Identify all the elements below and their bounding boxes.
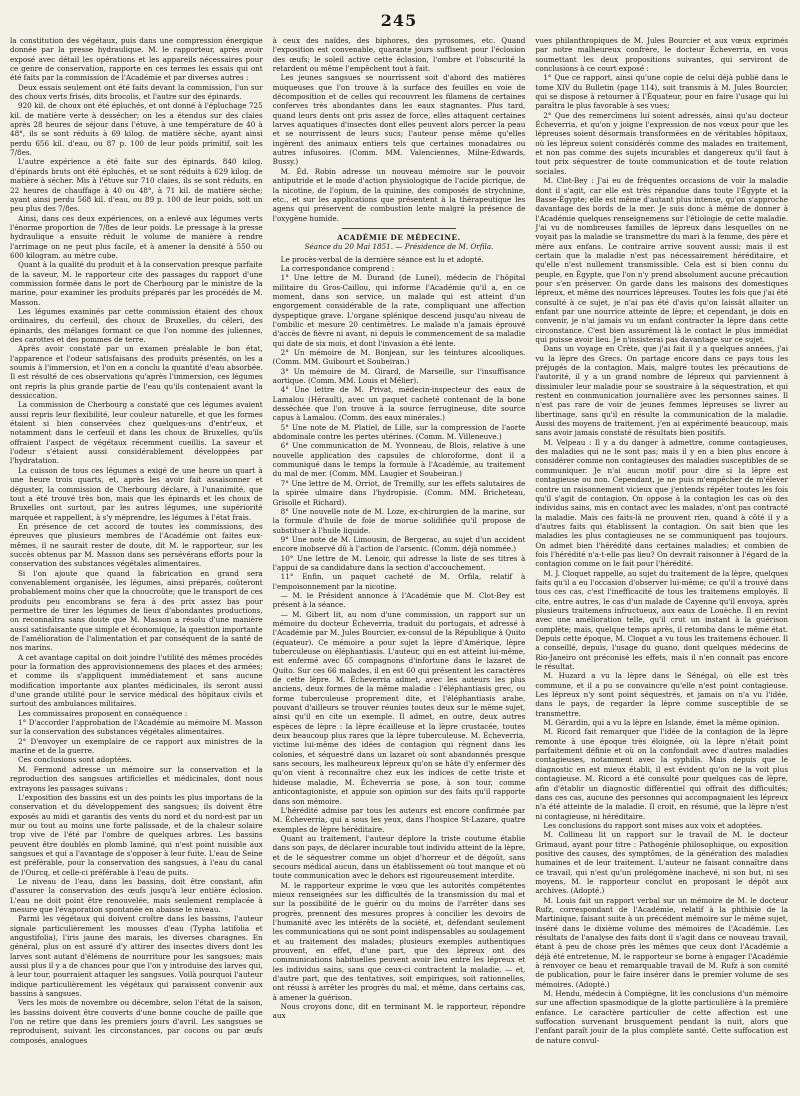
column-middle — [273, 36, 526, 1096]
paragraph: 2° Un mémoire de M. Bonjean, sur les teintures alcooliques. (Comm. MM. Guibourt et Soubeiran.) — [272, 348, 526, 367]
paragraph: Le procès-verbal de la dernière séance est lu et adopté. — [280, 254, 484, 264]
paragraph: M. Hendu, médecin à Compiègne, lit les conclusions d'un mémoire sur une affection spasmodique de la glotte particulière à la première enfance. Le caractère particulier de cette affection est une suffocation survenant brusquement pendant la nuit, alors que l'enfant paraît jouir de la plus complète santé. Cette suffocation est de nature convul- — [535, 989, 788, 1045]
paragraph: Les commissaires proposent en conséquence : — [18, 708, 188, 718]
paragraph: Ces conclusions sont adoptées. — [18, 755, 132, 765]
paragraph: Ainsi, dans ces deux expériences, on a enlevé aux légumes verts l'énorme proportion de 7/8es de leur poids. Le pressage à la presse hydraulique a ensuite réduit le volume de manière à rendre l'arrimage on ne peut plus facile, et à amener la densité à 550 ou 600 kilogram. au mètre cube. — [10, 213, 263, 260]
column-right — [535, 36, 788, 1096]
paragraph: 5° Une note de M. Platiel, de Lille, sur la compression de l'aorte abdominale contre les pertes utérines. (Comm. M. Villeneuve.) — [272, 422, 526, 442]
paragraph: — M. Gibert lit, au nom d'une commission, un rapport sur un mémoire du docteur Écheverria, traduit du portugais, et adressé à l'Académie par M. Jules Bourcier, ex-consul de la République à Quito (équateur). Ce mémoire a pour sujet la lèpre d'Amérique, lèpre tuberculeuse ou éléphantiasis. L'auteur, qui en est atteint lui-même, est enfermé avec 65 compagnons d'infortune dans le lazaret de Quito. Sur ces 66 malades, il en est 60 qui présentent les caractères de cette lèpre. M. Écheverria admet, avec les auteurs les plus anciens, deux formes de la même maladie : l'éléphantiasis grec, ou forme tuberculeuse proprement dite, et l'éléphantiasis arabe, pouvant d'ailleurs se trouver réunies toutes deux sur le même sujet, ainsi qu'il en cite un exemple. Il admet, en outre, deux autres espèces de lèpre : la lèpre écailleuse et la lèpre crustacée, toutes deux beaucoup plus rares que la lèpre tuberculeuse. M. Écheverria, victime lui-même des idées de contagion qui règnent dans les colonies, et séquestré dans un lazaret où sont abandonnés presque sans secours, les malheureux lépreux qu'on se hâte d'y enfermer dès qu'on vient à reconnaître chez eux les indices de cette triste et hideuse maladie, M. Écheverria se pose, à son tour, comme anticontagioniste, et appuie son opinion sur des faits qu'il rapporte dans son mémoire. — [272, 609, 526, 806]
paragraph: M. Velpeau : Il y a du danger à admettre, comme contagieuses, des maladies qui ne le sont pas; mais il y en a bien plus encore à considérer comme non contagieuses des maladies susceptibles de se communiquer. Je n'ai aucun motif pour dire si la lèpre est contagieuse ou non. Cependant, je ne puis m'empêcher de m'élever contre un raisonnement vicieux que j'entends répéter toutes les fois qu'il s'agit de contagion. On oppose à la contagion les cas où des individus sains, mis en contact avec les malades, n'ont pas contracté la maladie. Mais ces faits-là ne prouvent rien, quand à côté il y a d'autres faits qui établissent la contagion. On sait bien que les maladies les plus contagieuses ne se communiquent pas toujours. On admet bien l'hérédité dans certaines maladies; et combien de fois l'hérédité n'a-t-elle pas lieu? On devrait raisonner à l'égard de la contagion comme on le fait pour l'hérédité. — [535, 437, 788, 569]
paragraph: vues philanthropiques de M. Jules Bourcier et aux vœux exprimés par notre malheureux confrère, le docteur Écheverria, en vous soumettant les deux propositions suivantes, qui serviront de conclusions à ce court exposé : — [535, 36, 788, 74]
paragraph: M. Gérardin, qui a vu la lèpre en Islande, émet la même opinion. — [543, 718, 780, 728]
paragraph: 8° Une nouvelle note de M. Loze, ex-chirurgien de la marine, sur la formule d'huile de foie de morue solidifiée qu'il propose de substituer à l'huile liquide. — [272, 506, 526, 535]
paragraph: La correspondance comprend : — [280, 263, 395, 273]
section-divider — [342, 228, 456, 229]
paragraph: 3° Un mémoire de M. Girard, de Marseille, sur l'insuffisance aortique. (Comm. MM. Louis et Mélier). — [272, 366, 526, 386]
paragraph: Nous croyons donc, dit en terminant M. le rapporteur, répondre aux — [272, 1002, 526, 1021]
paragraph: Quant au traitement, l'auteur déplore la triste coutume établie dans son pays, de déclarer incurable tout individu atteint de la lèpre, et de le séquestrer comme un objet d'horreur et de dégoût, sans secours médical aucun, dans un établissement où tout manque et où toute communication avec le dehors est rigoureusement interdite. — [272, 833, 526, 881]
paragraph: M. J. Cloquet rappelle, au sujet du traitement de la lèpre, quelques faits qu'il a eu l'occasion d'observer lui-même; ce qu'il a trouvé dans tous ces cas, c'est l'inefficacité de tous les traitemens employés. Il cite, entre autres, le cas d'un malade de Cayenne qu'il envoya, après plusieurs traitemens infructueux, aux eaux de Louèche. Il en revint avec une amélioration telle, qu'il crut un instant à la guérison complète; mais, quelque temps après, il retomba dans le même état. Depuis cette époque, M. Cloquet a vu tous les traitemens échouer. Il a conseillé, depuis, l'usage du guano, dont quelques médecins de Rio-Janeiro ont préconisé les effets, mais il n'en connaît pas encore le résultat. — [535, 568, 788, 672]
paragraph: Après avoir constaté par un examen préalable le bon état, l'apparence et l'odeur satisfaisans des produits présentés, on les a soumis à l'immersion, et l'on en a conclu la quantité d'eau absorbée. Il est résulté de ces observations qu'après l'immersion, ces légumes ont repris la plus grande partie de l'eau qu'ils contenaient avant la dessiccation. — [10, 344, 263, 401]
paragraph: La commission de Cherbourg a constaté que ces légumes avaient aussi repris leur flexibilité, leur couleur naturelle, et que les formes étaient si bien conservées chez quelques-uns d'entr'eux, et notamment dans le cerfeuil et dans les choux de Bruxelles, qu'ils offraient l'aspect de végétaux récemment cueillis. La saveur et l'odeur s'étaient aussi considérablement développées par l'hydratation. — [10, 400, 263, 466]
paragraph: M. le rapporteur exprime le vœu que les autorités compétentes mieux renseignées sur les difficultés de la transmission du mal et sur la possibilité de le guérir ou du moins de l'arrêter dans ses progrès, prennent des mesures propres à concilier les devoirs de l'humanité avec les intérêts de la société, et, défendant seulement les communications qui ne sont point indispensables au soulagement et au traitement des malades; plusieurs exemples authentiques prouvent, en effet, d'une part, que des lépreux ont des communications habituelles peuvent avoir lieu entre les lépreux et les individus sains, sans que ceux-ci contractent la maladie, — et, d'autre part, que des tentatives, soit empiriques, soit rationnelles, ont réussi à arrêter les progrès du mal, et même, dans certains cas, à amener la guérison. — [272, 880, 526, 1002]
paragraph: Le niveau de l'eau, dans les bassins, doit être constant, afin d'assurer la conservation des œufs jusqu'à leur entière éclosion. L'eau ne doit point être renouvelée, mais seulement remplacée à mesure que l'évaporation spontanée en abaisse le niveau. — [10, 876, 263, 914]
session-subtitle: Séance du 20 Mai 1851. — Présidence de M. Orfila. — [304, 242, 494, 252]
paragraph: Parmi les végétaux qui doivent croître dans les bassins, l'auteur signale particulièrement les mousses d'eau (Typha latifolia et angustifolia), l'iris jaune des marais, les diverses charagnes. En général, plus on est assuré d'y attirer des insectes divers dont les larves sont autant d'élémens de nourriture pour les sangsues; mais aussi plus il y a de chances pour que l'on y introduise des larves qui, à leur tour, pourraient attaquer les sangsues. Voilà pourquoi l'auteur indique particulièrement les végétaux qui paraissent convenir aux bassins à sangsues. — [10, 914, 263, 999]
paragraph: Deux essais seulement ont été faits devant la commission, l'un sur des choux verts frisés, dits brocolis, et l'autre sur des épinards. — [10, 82, 263, 102]
paragraph: M. Fermond adresse un mémoire sur la conservation et la reproduction des sangsues artificielles et médicinales, dont nous extrayons les passages suivans : — [10, 764, 263, 793]
paragraph: 4° Une lettre de M. Privat, médecin-inspecteur des eaux de Lamalou (Hérault), avec un paquet cacheté contenant de la bone desséchée que l'on trouve à la source ferrugineuse, dite source capus à Lamalou. (Comm. des eaux minérales.) — [272, 385, 526, 423]
paragraph: M. Huzard a vu la lèpre dans le Sénégal, où elle est très commune, et il a pu se convaincre qu'elle n'est point contagieuse. Les lépreux n'y sont point séquestrés, et jamais on n'a vu l'idée, dans le pays, de regarder la lèpre comme susceptible de se transmettre. — [535, 671, 788, 718]
paragraph: Si l'on ajoute que quand la fabrication en grand sera convenablement organisée, les légumes, ainsi préparés, coûteront probablement moins cher que la choucroûte; que le transport de ces produits peu encombrans se fera à des prix assez bas pour permettre de tirer les légumes de lieux d'abondantes productions, on reconnaîtra sans doute que M. Masson a résolu d'une manière aussi satisfaisante que simple et économique, la question importante de l'amélioration de l'alimentation et par conséquent de la santé de nos marins. — [10, 568, 263, 653]
paragraph: M. Ricord fait remarquer que l'idée de la contagion de la lèpre remonte à une époque très éloignée, où la lèpre n'était point parfaitement définie et où on la confondait avec d'autres maladies contagieuses, notamment avec la syphilis. Mais depuis que le diagnostic en est mieux établi, il est évident qu'on ne la voit plus contagieuse. M. Ricord a été consulté pour quelques cas de lèpre, afin d'établir un diagnostic différentiel qui offrait des difficultés; dans ces cas, aucune des personnes qui accompagnaient les lépreux n'a été atteinte de la maladie. Il croit, en résumé, que la lèpre n'est ni contagieuse, ni héréditaire. — [535, 727, 788, 821]
paragraph: Les conclusions du rapport sont mises aux voix et adoptées. — [543, 820, 763, 830]
paragraph: 920 kil. de choux ont été épluchés, et ont donné à l'épluchage 725 kil. de matière verte à dessécher; on les a étendus sur des claies après 28 heures de séjour dans l'étuve, à une température de 40 à 48°, ils se sont réduits à 69 kilog. de matière sèche, ayant ainsi perdu 656 kil. d'eau, ou 87 p. 100 de leur poids primitif, soit les 7/8es. — [10, 101, 263, 158]
paragraph: Quant à la qualité du produit et à la conservation presque parfaite de la saveur, M. le rapporteur cite des passages du rapport d'une commission formée dans le port de Cherbourg par le ministre de la marine, pour examiner les produits préparés par les procédés de M. Masson. — [10, 260, 263, 307]
paragraph: Les jeunes sangsues se nourrissent soit d'abord des matières muqueuses que l'on trouve à la surface des feuilles en voie de décomposition et de celles qui recouvrent les filamens de certaines conferves très abondantes dans les eaux stagnantes. Plus tard, quand leurs dents ont pris assez de force, elles attaquent certaines larves aquatiques d'insectes dont elles peuvent alors percer la peau et se nourrissent de leurs sucs; l'auteur pense même qu'elles ingèrent des animaux entiers tels que certaines monadaires ou autres infusoires. (Comm. MM. Valenciennes, Milne-Edwards, Bussy.) — [272, 73, 526, 167]
paragraph: 9° Une note de M. Limousin, de Bergerac, au sujet d'un accident encore inobservé dû à l'action de l'arsenic. (Comm. déjà nommée.) — [272, 534, 526, 554]
paragraph: 6° Une communication de M. Yvonneau, de Blois, relative à une nouvelle application des capsules de chloroforme, dont il a communiqué dans le temps la formule à l'Académie, au traitement du mal de mer. (Comm. MM. Laugier et Soubeiran.) — [272, 441, 526, 479]
paragraph: M. Louis fait un rapport verbal sur un mémoire de M. le docteur Rufz, correspondant de l'Académie, relatif à la phthisie de la Martinique, faisant suite à un précédent mémoire sur le même sujet, inséré dans le dixième volume des mémoires de l'Académie. Les résultats de l'analyse des faits dont il s'agit dans ce nouveau travail, étant à peu de chose près les mêmes que ceux dont l'Académie a déjà été entretenue, M. le rapporteur se borne à engager l'Académie à renvoyer ce beau et remarquable travail de M. Rufz à son comité de publication, pour le faire insérer dans le premier volume de ses mémoires. (Adopté.) — [535, 895, 788, 989]
paragraph: M. Collineau lit un rapport sur le travail de M. le docteur Grimaud, ayant pour titre : Pathogénie philosophique, ou exposition positive des causes, des symptômes, de la génération des maladies humaines et de leur traitement. L'auteur ne faisant connaître dans ce travail, qui n'est qu'un prolégomène inachevé, ni son but, ni ses moyens, M. le rapporteur conclut en proposant le dépôt aux archives. (Adopté.) — [535, 830, 788, 896]
paragraph: A cet avantage capital on doit joindre l'utilité des mêmes procédés pour la formation des approvisionnemens des places et des armées; et comme ils s'appliquent immédiatement et sans aucune modification importante aux plantes médicinales, ils seront aussi d'une grande utilité pour le service médical des hôpitaux civils et surtout des ambulances militaires. — [10, 652, 263, 709]
section-title: ACADÉMIE DE MÉDECINE. — [337, 232, 461, 242]
page-number: 245 — [380, 11, 418, 30]
paragraph: En présence de cet accord de toutes les commissions, des épreuves que plusieurs membres de l'Académie ont faites eux-mêmes, il ne saurait rester de doute, dit M. le rapporteur, sur les succès obtenus par M. Masson dans ses persévérans efforts pour la conservation des substances végétales alimentaires. — [10, 521, 263, 569]
paragraph: Les légumes examinés par cette commission étaient des choux ordinaires, du cerfeuil, des choux de Bruxelles, du céleri, des épinards, des mélanges formant ce que l'on nomme des juliennes, des carottes et des pommes de terre. — [10, 306, 263, 344]
paragraph: L'hérédité admise par tous les auteurs est encore confirmée par M. Écheverria, qui a sous les yeux, dans l'hospice St-Lazare, quatre exemples de lèpre héréditaire. — [272, 805, 526, 834]
paragraph: 1° Une lettre de M. Durand (de Lunel), médecin de l'hôpital militaire du Gros-Caillou, qui informe l'Académie qu'il a, en ce moment, dans son service, un malade qui est atteint d'un engorgement considérable de la rate, compliquant une affection dyspeptique grave. L'organe splénique descend jusqu'au niveau de l'ombilic et mesure 20 centimètres. Le malade n'a jamais éprouvé d'accès de fièvre ni avant, ni depuis le commencement de sa maladie qui date de six mois, et dont l'invasion a été lente. — [272, 273, 526, 348]
paragraph: Dans un voyage en Crète, que j'ai fait il y a quelques années, j'ai vu la lèpre des Grecs. On partage encore dans ce pays tous les préjugés de la contagion. Mais, malgré toutes les précautions de l'autorité, il y a un grand nombre de lépreux qui parviennent à dissimuler leur maladie pour se soustraire à la séquestration, et qui restent en communication journalière avec les personnes saines. Il n'est pas rare de voir de jeunes femmes lépreuses se livrer au libertinage, sans qu'il en résulte la communication de la maladie. Aussi des moyens de traitement, j'en ai expérimenté beaucoup, mais sans avoir jamais constaté de résultats bien positifs. — [535, 344, 788, 438]
paragraph: 7° Une lettre de M. Orriot, de Tremilly, sur les effets salutaires de la spirée ulmaire dans l'hydropisie. (Comm. MM. Bricheteau, Grisolle et Richard). — [272, 478, 526, 507]
paragraph: Vers les mois de novembre ou décembre, selon l'état de la saison, les bassins doivent être couverts d'une bonne couche de paille que l'on ne retire que dans les premiers jours d'avril. Les sangsues se reproduisent, suivant les circonstances, par cocons ou par œufs composés, analogues — [10, 998, 263, 1045]
paragraph: La cuisson de tous ces légumes a exigé de une heure un quart à une heure trois quarts, et, après les avoir fait assaisonner et déguster, la commission de Cherbourg déclare, à l'unanimité, que tout a été trouvé très bon, mais que les épinards et les choux de Bruxelles ont surtout, par les autres légumes, une supériorité marquée et rappellent, à s'y méprendre, les légumes à l'état frais. — [10, 465, 263, 522]
text-columns — [10, 36, 788, 1096]
paragraph: 11° Enfin, un paquet cacheté de M. Orfila, relatif à l'empoisonnement par la nicotine. — [272, 572, 526, 591]
column-left — [10, 36, 263, 1096]
paragraph: 1° D'accorder l'approbation de l'Académie au mémoire M. Masson sur la conservation des substances végétales alimentaires. — [10, 718, 263, 737]
paragraph: L'autre expérience a été faite sur des épinards. 840 kilog. d'épinards bruts ont été épluchés, et se sont réduits à 629 kilog. de matière à sécher. Mis à l'étuve sur 710 claies, ils se sont réduits, en 22 heures de chauffage à 40 ou 48°, à 71 kil. de matière sèche; ayant ainsi perdu 568 kil. d'eau, ou 89 p. 100 de leur poids, soit un peu plus des 7/8es. — [10, 157, 263, 214]
paragraph: 10° Une lettre de M. Lenoir, qui adresse la liste de ses titres à l'appui de sa candidature dans la section d'accouchement. — [272, 553, 526, 572]
paragraph: — M. le Président annonce à l'Académie que M. Clot-Bey est présent à la séance. — [272, 590, 526, 610]
paragraph: M. Éd. Robin adresse un nouveau mémoire sur le pouvoir antiputride et le mode d'action physiologique de l'acide picrique, de la nicotine, de l'opium, de la quinine, des composés de strychnine, etc., et sur les applications que présentent à la thérapeutique les agens qui préservent de combustion lente malgré la présence de l'oxygène humide. — [272, 166, 526, 223]
paragraph: 1° Que ce rapport, ainsi qu'une copie de celui déjà publié dans le tome XIV du Bulletin (page 114), soit transmis à M. Jules Bourcier, qui se dispose à retourner à l'Équateur, pour en faire l'usage qui lui paraîtra le plus favorable à ses vues; — [535, 73, 788, 111]
paragraph: la constitution des végétaux, puis dans une compression énergique donnée par la presse hydraulique. M. le rapporteur, après avoir exposé avec détail les opérations et les appareils nécessaires pour ce genre de conservation, rapporte en ces termes les essais qui ont été faits par la commission de l'Académie et par diverses autres : — [10, 36, 263, 83]
paragraph: M. Clot-Bey : J'ai eu de fréquentes occasions de voir la maladie dont il s'agit, car elle est très répandue dans toute l'Égypte et la Basse-Égypte; elle est même d'autant plus intense, qu'on s'approche davantage des bords de la mer. Je suis donc à même de donner à l'Académie quelques renseignemens sur l'étiologie de cette maladie. J'ai vu de nombreuses familles de lépreux dans lesquelles on ne voyait pas la maladie se transmettre du mari à la femme, des père et mère aux enfans. Le contraire arrive souvent aussi; mais il est certain que la maladie n'est pas nécessairement héréditaire, et qu'elle n'est nullement transmissible. Cela est si bien connu du peuple, en Égypte, que l'on n'y prend absolument aucune précaution pour s'en préserver. On garde dans les maisons des domestiques lépreux, et même des nourrices lépreuses. Toutes les fois que j'ai été consulté à ce sujet, je n'ai pas été d'avis qu'on laissât allaiter un enfant par une nourrice atteinte de lèpre; et cependant, je dois en convenir, je n'ai jamais vu un enfant contracter la lèpre dans cette circonstance. C'est bien assurément là le contact le plus immédiat qui puisse avoir lieu. Je n'insisterai pas davantage sur ce sujet. — [535, 176, 788, 344]
paragraph: à ceux des naïdes, des biphores, des pyrosomes, etc. Quand l'exposition est convenable, quarante jours suffisent pour l'éclosion des œufs; le soleil active cette éclosion, l'ombre et l'obscurité la retardent ou même l'empêchent tout à fait. — [272, 36, 526, 74]
paragraph: 2° Que des remercîmens lui soient adressés, ainsi qu'au docteur Écheverria, et qu'on y joigne l'expression de nos vœux pour que les lépreuses soient désormais transformées en de véritables hôpitaux, où les lépreux soient considérés comme des malades en traitement, et non pas comme des sujets incurables et dangereux qu'il faut à tout prix séquestrer de toute communication et de toute relation sociales. — [535, 110, 788, 176]
paragraph: L'exposition des bassins est un des points les plus importans de la conservation et du développement des sangsues; ils doivent être exposés au midi et garantis des vents du nord et du nord-est par un mur ou tout au moins une forte palissade, et de la chaleur solaire trop vive de l'été par l'ombre de quelques arbres. Les bassins peuvent être doublés en plomb laminé, qui n'est point nuisible aux sangsues et qui a l'avantage de s'opposer à leur fuite. L'eau de Seine est préférable, pour la conservation des sangsues, à l'eau du canal de l'Ourcq, et celle-ci préférable à l'eau de puits. — [10, 792, 263, 877]
paragraph: 2° D'envoyer un exemplaire de ce rapport aux ministres de la marine et de la guerre. — [10, 736, 263, 756]
